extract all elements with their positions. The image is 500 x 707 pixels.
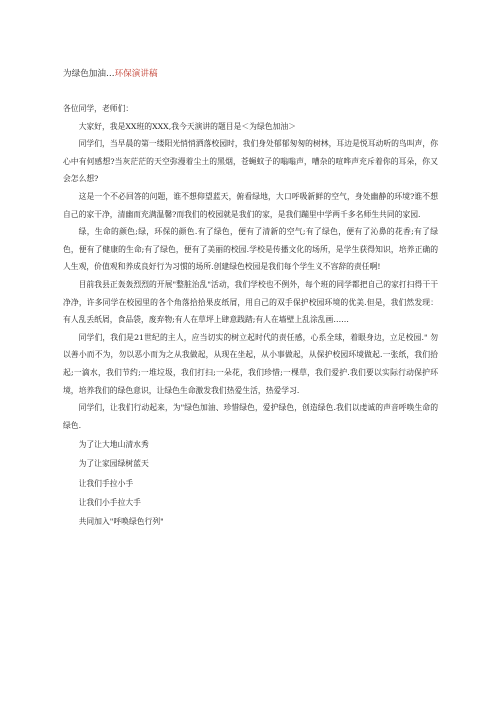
verse-line: 共同加入"呼唤绿色行列" [78, 517, 164, 527]
paragraph-morning: 同学们，当早晨的第一缕阳光悄悄洒落校园时，我们身处郁郁匆匆的树林，耳边是悦耳动听的鸟叫声，你心中有何感想?当灰茫茫的天空弥漫着尘土的黑烟，苍蝇蚊子的嗡嗡声，嘈杂的喧哗声充斥着你的耳朵，你又会怎么想? [63, 139, 438, 184]
paragraph-activity: 目前我县正轰轰烈烈的开展"整脏治乱"活动，我们学校也不例外，每个班的同学都把自己的家打扫得干干净净，许多同学在校园里的各个角落拾拾果皮纸屑，用自己的双手保护校园环境的优美.但是，我们然发现：有人乱丢纸屑，食品袋，废弃物;有人在草坪上肆意践踏;有人在墙壁上乱涂乱画…… [63, 279, 438, 325]
verse-line: 为了让家园绿树蓝天 [78, 459, 149, 469]
paragraph-responsibility: 同学们，我们是21世纪的主人，应当切实的树立起时代的责任感，心系全球，着眼身边，立足校园." 勿以善小而不为，勿以恶小而为之从我做起，从现在坐起，从小事做起，从保护校园环境做起.一张纸，我们拾起;一滴水，我们节约;一堆垃圾，我们打扫;一朵花，我们珍惜;一棵草，我们爱护.我们要以实际行动保护环境，培养我们的绿色意识，让绿色生命激发我们热爱生活，热爱学习. [63, 332, 438, 395]
title-main: 为绿色加油… [63, 69, 115, 79]
verse-line: 让我们小手拉大手 [78, 497, 141, 507]
speech-body [63, 100, 438, 531]
greeting: 各位同学，老师们： [63, 104, 134, 113]
paragraph-intro: 大家好，我是XX班的XXX,我今天演讲的题目是＜为绿色加油＞ [78, 121, 296, 131]
paragraph-action: 同学们，让我们行动起来，为"绿色加油、珍惜绿色，爱护绿色，创造绿色.我们以虔诚的声音呼唤生命的绿色. [63, 403, 438, 430]
title-sub: 环保演讲稿 [114, 69, 158, 79]
paragraph-question: 这是一个不必回答的问题，谁不想仰望蓝天，俯看绿地，大口呼吸新鲜的空气，身处幽静的环境?谁不想自己的家干净，清幽而充满温馨?而我们的校园就是我们的家，是我们蹦里中学两千多名师生共同的家园. [63, 191, 438, 219]
verse-line: 让我们手拉小手 [78, 478, 134, 488]
paragraph-green: 绿，生命的颜色;绿，环保的颜色.有了绿色，便有了清新的空气;有了绿色，便有了沁鼻的花香;有了绿色，便有了健康的生命;有了绿色，便有了美丽的校园.学校是传播文化的场所，是学生获得知识，培养正确的人生观，价值观和养成良好行为习惯的场所.创建绿色校园是我们每个学生义不容辞的责任啊! [63, 227, 438, 272]
verse-line: 为了让大地山清水秀 [78, 440, 149, 450]
document-title [63, 68, 158, 80]
